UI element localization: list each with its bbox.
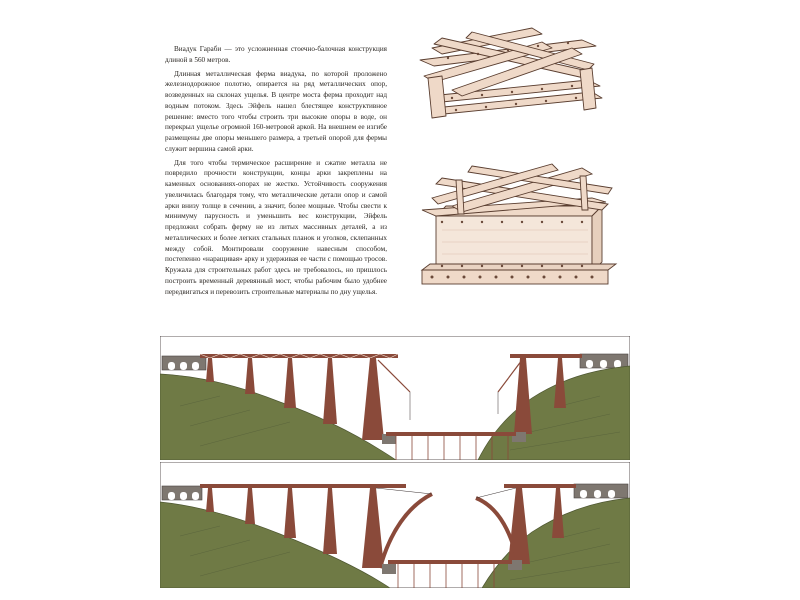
viaduct-construction-arch-closing xyxy=(160,462,630,588)
paragraph-intro: Виадук Гараби — это усложненная стоечно-балочная конструкция длиной в 560 метров. xyxy=(165,45,387,64)
paragraph-design: Длинная металлическая ферма виадука, по которой проложено железнодорожное полотно, опирается на ряд металлических опор, возведенных на склонах ущелья. В центре моста ферма проходит над водным потоком. Здесь Эйфель нашел блестящее конструктивное решение: вместо того чтобы строить три высокие опоры в воде, он перекрыл ущелье огромной 160-метровой аркой. На внешнем ее изгибе размещены две опоры меньшего размера, а третьей опорой для фермы служит вершина самой арки. xyxy=(165,69,387,153)
riveted-box-girder-drawing xyxy=(412,158,620,298)
paragraph-construction: Для того чтобы термическое расширение и сжатие металла не повредило прочности конструкции, концы арки закреплены на каменных основаниях-опорах не жестко. Устойчивость сооружения увеличилась благодаря тому, что металлические детали опор и самой арки внизу толще в сечении, а значит, более мощные. Чтобы свести к минимуму парусность и уменьшить вес конструкции, Эйфель предложил собрать ферму не из литых массивных деталей, а из металлических и более легких стальных планок и уголков, склепанных между собой. Монтировали сооружение навесным способом, постепенно «наращивая» арку и удерживая ее части с помощью тросов. Кружала для строительных работ здесь не требовалось, но пришлось построить временный деревянный мост, чтобы рабочим было удобнее передвигаться и перевозить строительные материалы по дну ущелья. xyxy=(165,158,387,296)
truss-lattice-drawing xyxy=(412,18,612,128)
viaduct-construction-early-stage xyxy=(160,336,630,460)
article-text xyxy=(165,44,387,300)
